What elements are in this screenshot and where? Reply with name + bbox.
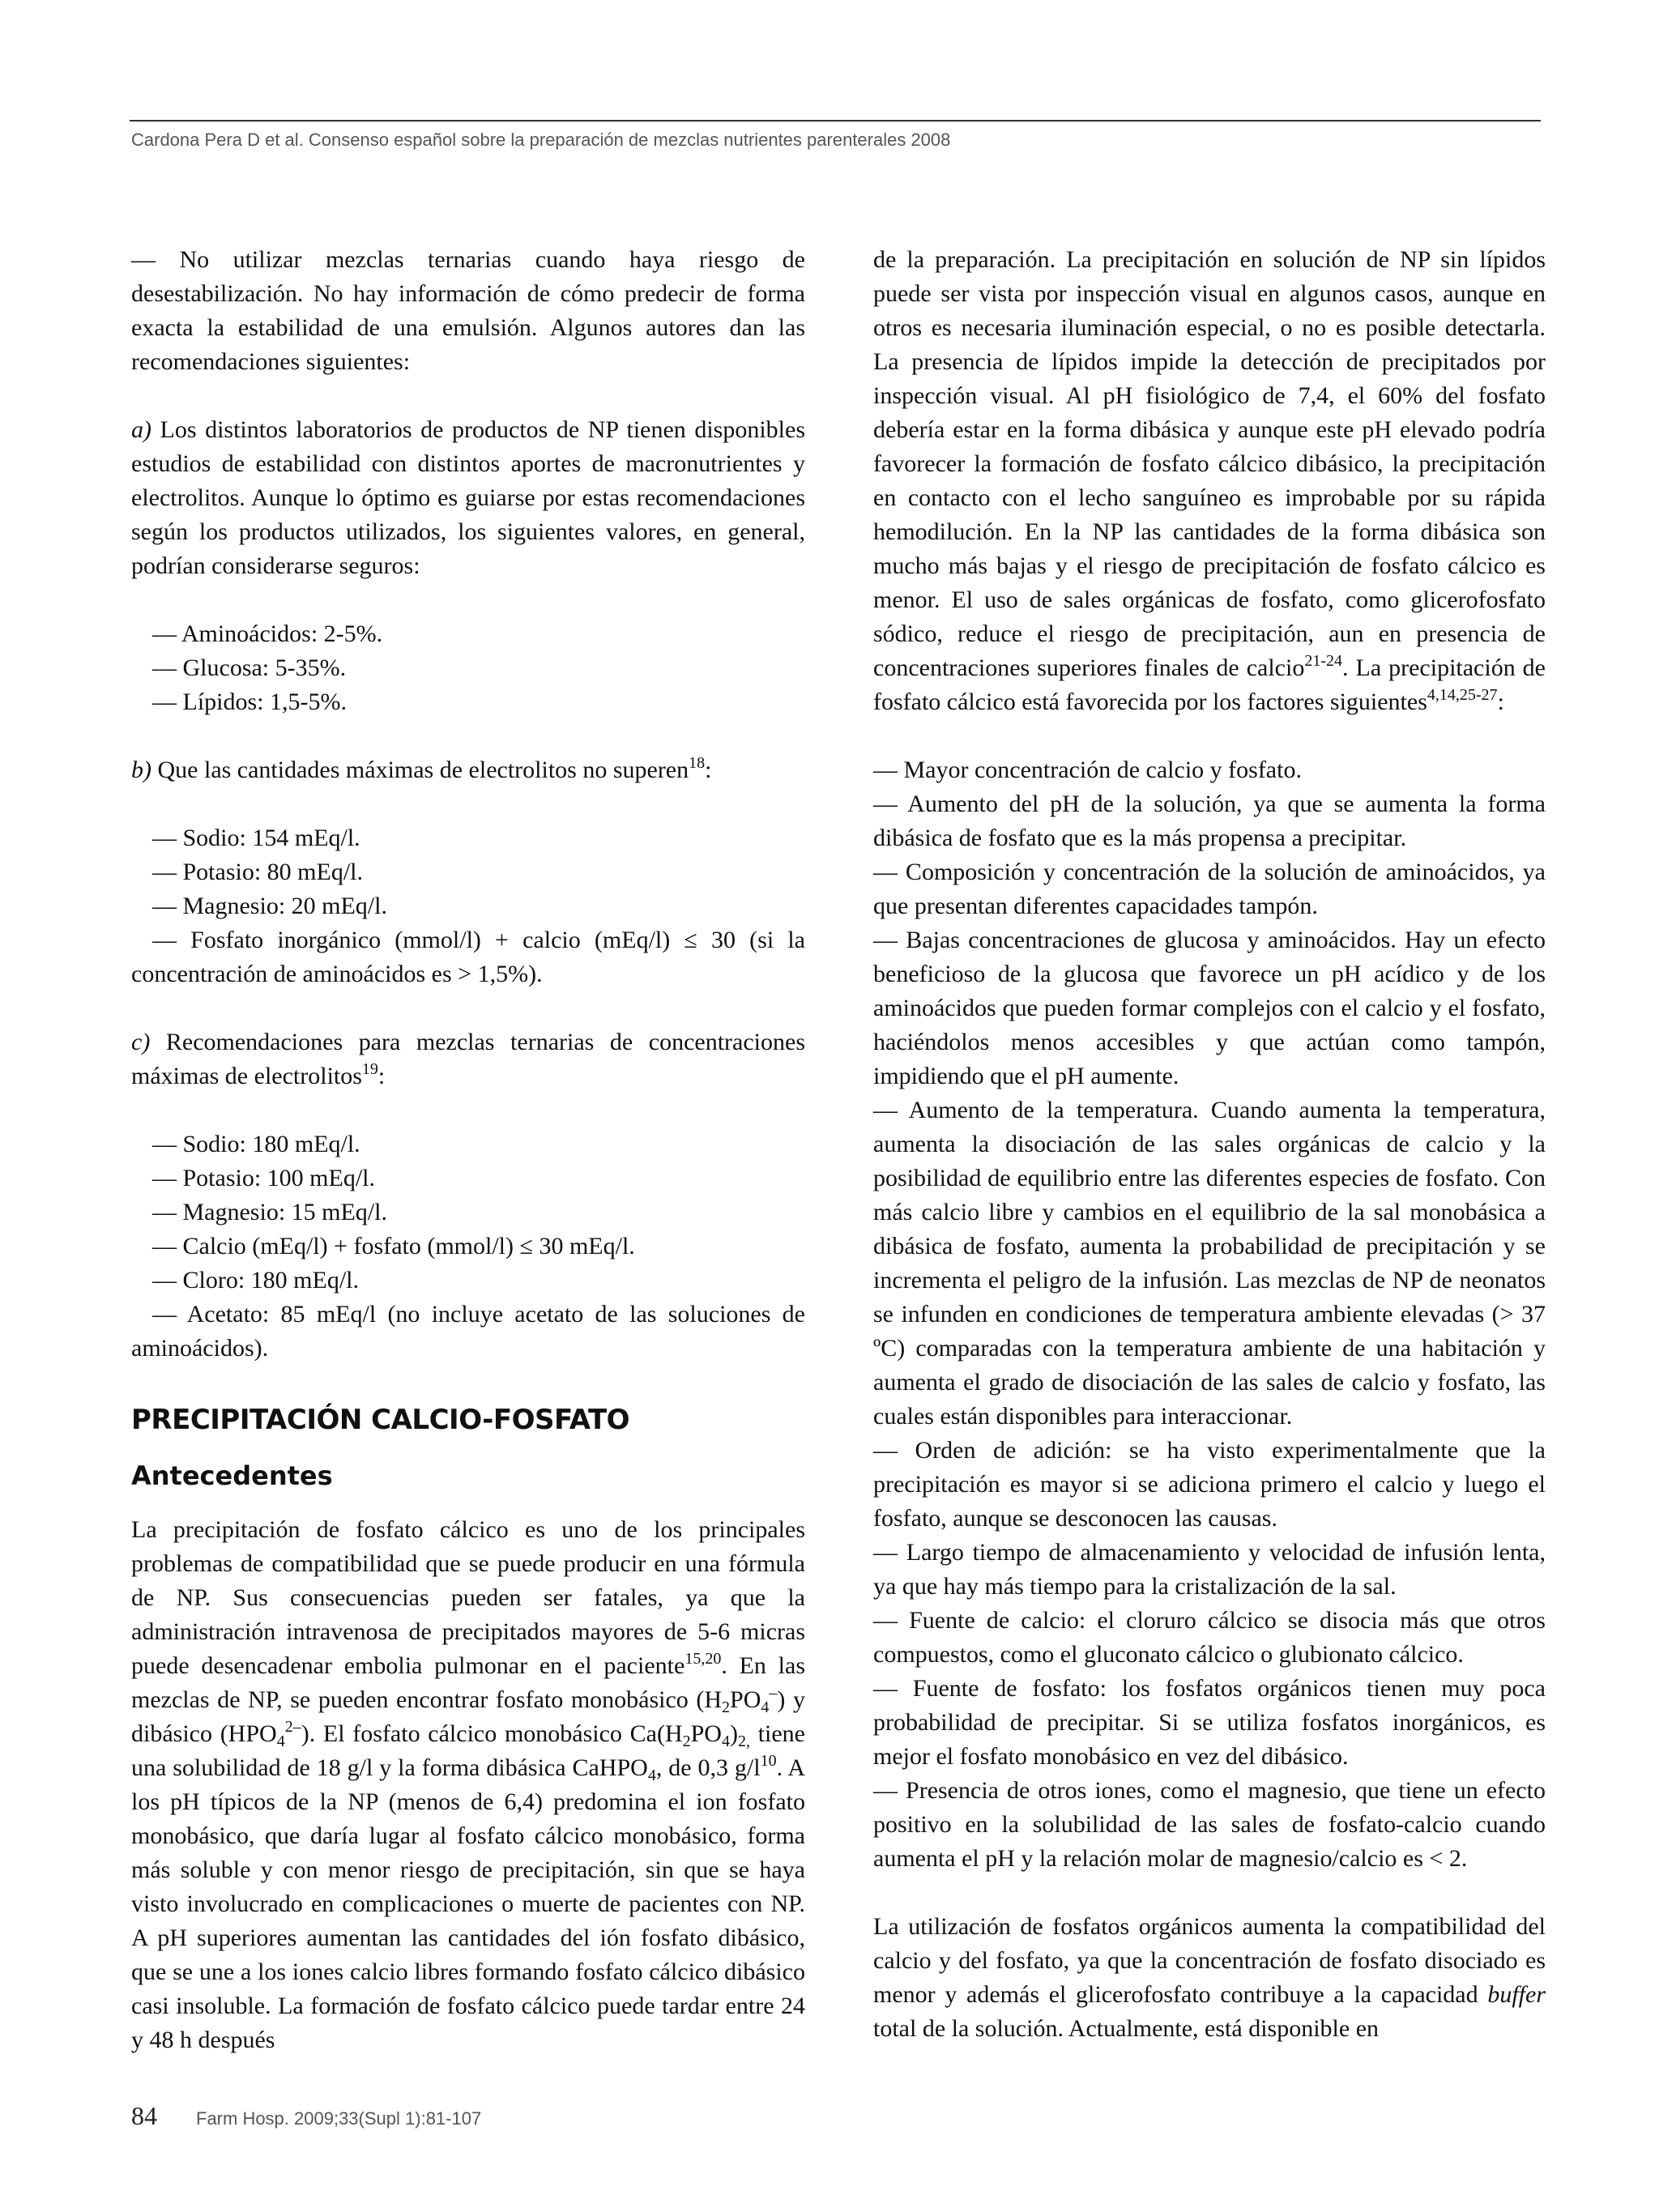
citation: 21-24 <box>1304 652 1343 670</box>
factor-item: — Bajas concentraciones de glucosa y aminoácidos. Hay un efecto beneficioso de la glucosa que favorece un pH acídico y de los aminoácidos que pueden formar complejos con el calcio y el fosfato, haciéndolos menos accesibles y que actúan como tampón, impidiendo que el pH aumente. <box>873 927 1546 1089</box>
citation: 15,20 <box>684 1650 722 1668</box>
list-item: — Calcio (mEq/l) + fosfato (mmol/l) ≤ 30 mEq/l. <box>152 1233 635 1259</box>
header-rule <box>130 120 1541 121</box>
list-item: — Magnesio: 15 mEq/l. <box>152 1199 387 1225</box>
factor-item: — Mayor concentración de calcio y fosfato. <box>873 757 1302 783</box>
list-item: — Potasio: 100 mEq/l. <box>152 1165 376 1191</box>
page-footer <box>131 2101 481 2131</box>
citation: 10 <box>760 1752 777 1770</box>
list-item: — Cloro: 180 mEq/l. <box>152 1267 359 1294</box>
factor-item: — Composición y concentración de la solución de aminoácidos, ya que presentan diferentes capacidades tampón. <box>873 859 1546 919</box>
right-column <box>873 243 1546 2046</box>
closing-paragraph: La utilización de fosfatos orgánicos aumenta la compatibilidad del calcio y del fosfato, ya que la concentración de fosfato disociado es menor y además el glicerofosfato contribuye a la capacidad buffer total de la solución. Actualmente, está disponible en <box>873 1913 1546 2042</box>
factor-item: — Presencia de otros iones, como el magnesio, que tiene un efecto positivo en la solubilidad de las sales de fosfato-calcio cuando aumenta el pH y la relación molar de magnesio/calcio es < 2. <box>873 1777 1546 1872</box>
list-item: — Lípidos: 1,5-5%. <box>152 688 347 715</box>
recommendation-c: c) Recomendaciones para mezclas ternarias de concentraciones máximas de electrolitos$^{19}$: <box>131 1029 805 1089</box>
list-item: — Acetato: 85 mEq/l (no incluye acetato de las soluciones de aminoácidos). <box>131 1301 805 1362</box>
page-number: 84 <box>131 2101 157 2130</box>
antecedentes-paragraph: La precipitación de fosfato cálcico es uno de los principales problemas de compatibilidad que se puede producir en una fórmula de NP. Sus consecuencias pueden ser fatales, ya que la administración intravenosa de precipitados mayores de 5-6 micras puede desencadenar embolia pulmonar en el paciente$^{15,20}$. En las mezclas de NP, se pueden encontrar fosfato monobásico $(H_2PO_4^-)$ y dibásico $(HPO_4^{2-})$. El fosfato cálcico monobásico $Ca(H_2PO_4)_{2,}$ tiene una solubilidad de 18 g/l y la forma dibásica CaHPO$_4$, de 0,3 $g/l^{10}$. A los pH típicos de la NP (menos de 6,4) predomina el ion fosfato monobásico, que daría lugar al fosfato cálcico monobásico, forma más soluble y con menor riesgo de precipitación, sin que se haya visto involucrado en complicaciones o muerte de pacientes con NP. A pH superiores aumentan las cantidades del ión fosfato dibásico, que se une a los iones calcio libres formando fosfato cálcico dibásico casi insoluble. La formación de fosfato cálcico puede tardar entre 24 y 48 h después <box>131 1516 805 2053</box>
factor-item: — Aumento de la temperatura. Cuando aumenta la temperatura, aumenta la disociación de las sales orgánicas de calcio y la posibilidad de equilibrio entre las diferentes especies de fosfato. Con más calcio libre y cambios en el equilibrio de la sal monobásica a dibásica de fosfato, aumenta la probabilidad de precipitación y se incrementa el peligro de la infusión. Las mezclas de NP de neonatos se infunden en condiciones de temperatura ambiente elevadas (> 37 ºC) comparadas con la temperatura ambiente de una habitación y aumenta el grado de disociación de las sales de calcio y fosfato, las cuales están disponibles para interaccionar. <box>873 1097 1546 1430</box>
list-item: — Magnesio: 20 mEq/l. <box>152 893 387 919</box>
factor-item: — Largo tiempo de almacenamiento y velocidad de infusión lenta, ya que hay más tiempo para la cristalización de la sal. <box>873 1539 1546 1600</box>
label-c: c) <box>131 1029 151 1055</box>
intro-paragraph: — No utilizar mezclas ternarias cuando haya riesgo de desestabilización. No hay información de cómo predecir de forma exacta la estabilidad de una emulsión. Algunos autores dan las recomendaciones siguientes: <box>131 246 805 375</box>
factor-item: — Aumento del pH de la solución, ya que se aumenta la forma dibásica de fosfato que es la más propensa a precipitar. <box>873 791 1546 851</box>
list-item: — Sodio: 180 mEq/l. <box>152 1131 360 1157</box>
label-b: b) <box>131 757 151 783</box>
recommendation-b: b) Que las cantidades máximas de electrolitos no superen$^{18}$: <box>131 754 712 783</box>
factor-item: — Orden de adición: se ha visto experimentalmente que la precipitación es mayor si se adiciona primero el calcio y luego el fosfato, aunque se desconocen las causas. <box>873 1437 1546 1532</box>
section-title: PRECIPITACIÓN CALCIO-FOSFATO <box>131 1404 630 1436</box>
list-item: — Aminoácidos: 2-5%. <box>152 620 383 647</box>
label-a: a) <box>131 416 151 443</box>
citation: 19 <box>361 1060 378 1078</box>
factor-item: — Fuente de fosfato: los fosfatos orgánicos tienen muy poca probabilidad de precipitar. Si se utiliza fosfatos inorgánicos, es mejor el fosfato monobásico en vez del dibásico. <box>873 1675 1546 1770</box>
running-head: Cardona Pera D et al. Consenso español sobre la preparación de mezclas nutrientes parenterales 2008 <box>131 130 951 150</box>
left-column <box>131 243 805 2057</box>
list-item: — Potasio: 80 mEq/l. <box>152 859 364 885</box>
citation: 18 <box>689 754 706 772</box>
recommendation-a: a) Los distintos laboratorios de productos de NP tienen disponibles estudios de estabilidad con distintos aportes de macronutrientes y electrolitos. Aunque lo óptimo es guiarse por estas recomendaciones según los productos utilizados, los siguientes valores, en general, podrían considerarse seguros: <box>131 416 805 579</box>
citation: 4,14,25-27 <box>1427 686 1498 704</box>
list-item: — Fosfato inorgánico (mmol/l) + calcio (mEq/l) ≤ 30 (si la concentración de aminoácidos es > 1,5%). <box>131 927 805 987</box>
factor-item: — Fuente de calcio: el cloruro cálcico se disocia más que otros compuestos, como el gluconato cálcico o glubionato cálcico. <box>873 1607 1546 1668</box>
list-item: — Sodio: 154 mEq/l. <box>152 825 360 851</box>
subsection-title: Antecedentes <box>131 1460 333 1491</box>
emphasis: buffer <box>1487 1981 1546 2008</box>
list-item: — Glucosa: 5-35%. <box>152 654 347 681</box>
continuation-paragraph: de la preparación. La precipitación en solución de NP sin lípidos puede ser vista por inspección visual en algunos casos, aunque en otros es necesaria iluminación especial, o no es posible detectarla. La presencia de lípidos impide la detección de precipitados por inspección visual. Al pH fisiológico de 7,4, el 60% del fosfato debería estar en la forma dibásica y aunque este pH elevado podría favorecer la formación de fosfato cálcico dibásico, la precipitación en contacto con el lecho sanguíneo es improbable por su rápida hemodilución. En la NP las cantidades de la forma dibásica son mucho más bajas y el riesgo de precipitación de fosfato cálcico es menor. El uso de sales orgánicas de fosfato, como glicerofosfato sódico, reduce el riesgo de precipitación, aun en presencia de concentraciones superiores finales de calcio$^{21-24}$. La precipitación de fosfato cálcico está favorecida por los factores siguientes$^{4,14,25-27}$: <box>873 246 1546 715</box>
journal-reference: Farm Hosp. 2009;33(Supl 1):81-107 <box>196 2108 482 2129</box>
